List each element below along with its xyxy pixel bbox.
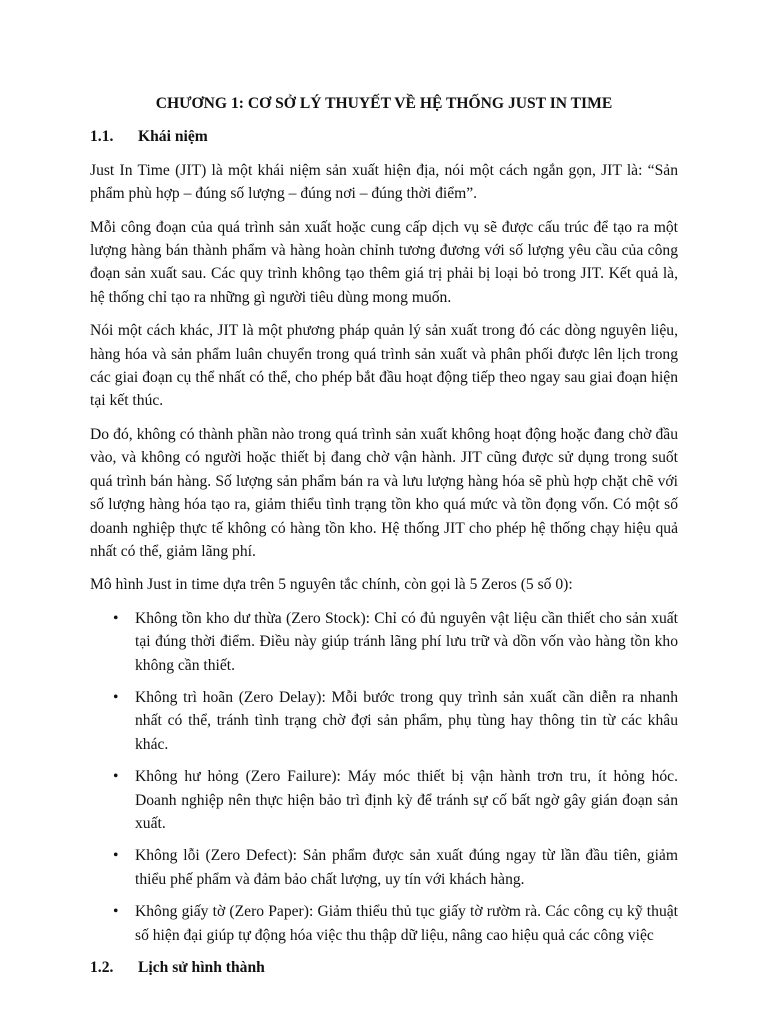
five-zeros-list (90, 607, 678, 947)
paragraph-effects: Do đó, không có thành phần nào trong quá trình sản xuất không hoạt động hoặc đang chờ đầu vào, và không có người hoặc thiết bị đang chờ vận hành. JIT cũng được sử dụng trong suốt quá trình bán hàng. Số lượng sản phẩm bán ra và lưu lượng hàng hóa sẽ phù hợp chặt chẽ với số lượng hàng hóa tạo ra, giảm thiểu tình trạng tồn kho quá mức và tồn đọng vốn. Có một số doanh nghiệp thực tế không có hàng tồn kho. Hệ thống JIT cho phép hệ thống chạy hiệu quả nhất có thể, giảm lãng phí. (90, 425, 678, 560)
section-heading-1-2 (90, 956, 678, 979)
chapter-title: CHƯƠNG 1: CƠ SỞ LÝ THUYẾT VỀ HỆ THỐNG JUST IN TIME (155, 95, 613, 112)
paragraph-definition: Just In Time (JIT) là một khái niệm sản xuất hiện địa, nói một cách ngắn gọn, JIT là: “Sản phẩm phù hợp – đúng số lượng – đúng nơi – đúng thời điểm”. (90, 161, 678, 203)
paragraph-method: Nói một cách khác, JIT là một phương pháp quản lý sản xuất trong đó các dòng nguyên liệu, hàng hóa và sản phẩm luân chuyển trong quá trình sản xuất và phân phối được lên lịch trong các giai đoạn cụ thể nhất có thể, cho phép bắt đầu hoạt động tiếp theo ngay sau giai đoạn hiện tại kết thúc. (90, 322, 678, 410)
bullet-icon: • (113, 688, 119, 706)
paragraph-stages: Mỗi công đoạn của quá trình sản xuất hoặc cung cấp dịch vụ sẽ được cấu trúc để tạo ra một lượng hàng bán thành phẩm và hàng hoàn chỉnh tương đương với số lượng yêu cầu của công đoạn sản xuất sau. Các quy trình không tạo thêm giá trị phải bị loại bỏ trong JIT. Kết quả là, hệ thống chỉ tạo ra những gì người tiêu dùng mong muốn. (90, 218, 678, 306)
list-item-text: Không trì hoãn (Zero Delay): Mỗi bước trong quy trình sản xuất cần diễn ra nhanh nhất có thể, tránh tình trạng chờ đợi sản phẩm, phụ tùng hay thông tin từ các khâu khác. (135, 688, 678, 753)
list-item (90, 844, 678, 891)
section-number: 1.1. (90, 128, 114, 146)
bullet-icon: • (113, 768, 119, 786)
section-number: 1.2. (90, 959, 114, 976)
bullet-icon: • (113, 847, 119, 865)
paragraph-five-zeros-intro: Mô hình Just in time dựa trên 5 nguyên tắc chính, còn gọi là 5 Zeros (5 số 0): (90, 576, 573, 594)
section-title: Lịch sử hình thành (138, 959, 265, 976)
list-item (90, 607, 678, 677)
list-item (90, 686, 678, 756)
section-title: Khái niệm (138, 128, 208, 146)
list-item (90, 900, 678, 947)
list-item-text: Không tồn kho dư thừa (Zero Stock): Chỉ có đủ nguyên vật liệu cần thiết cho sản xuất tại đúng thời điểm. Điều này giúp tránh lãng phí lưu trữ và dồn vốn vào hàng tồn kho không cần thiết. (135, 609, 678, 674)
bullet-icon: • (113, 609, 119, 627)
list-item-text: Không lỗi (Zero Defect): Sản phẩm được sản xuất đúng ngay từ lần đầu tiên, giảm thiểu phế phẩm và đảm bảo chất lượng, uy tín với khách hàng. (135, 847, 678, 888)
section-heading-1-1 (90, 125, 678, 148)
bullet-icon: • (113, 903, 119, 921)
list-item-text: Không giấy tờ (Zero Paper): Giảm thiểu thủ tục giấy tờ rườm rà. Các công cụ kỹ thuật số hiện đại giúp tự động hóa việc thu thập dữ liệu, nâng cao hiệu quả các công việc (135, 903, 678, 944)
list-item-text: Không hư hỏng (Zero Failure): Máy móc thiết bị vận hành trơn tru, ít hỏng hóc. Doanh nghiệp nên thực hiện bảo trì định kỳ để tránh sự cố bất ngờ gây gián đoạn sản xuất. (135, 768, 678, 832)
list-item (90, 765, 678, 835)
